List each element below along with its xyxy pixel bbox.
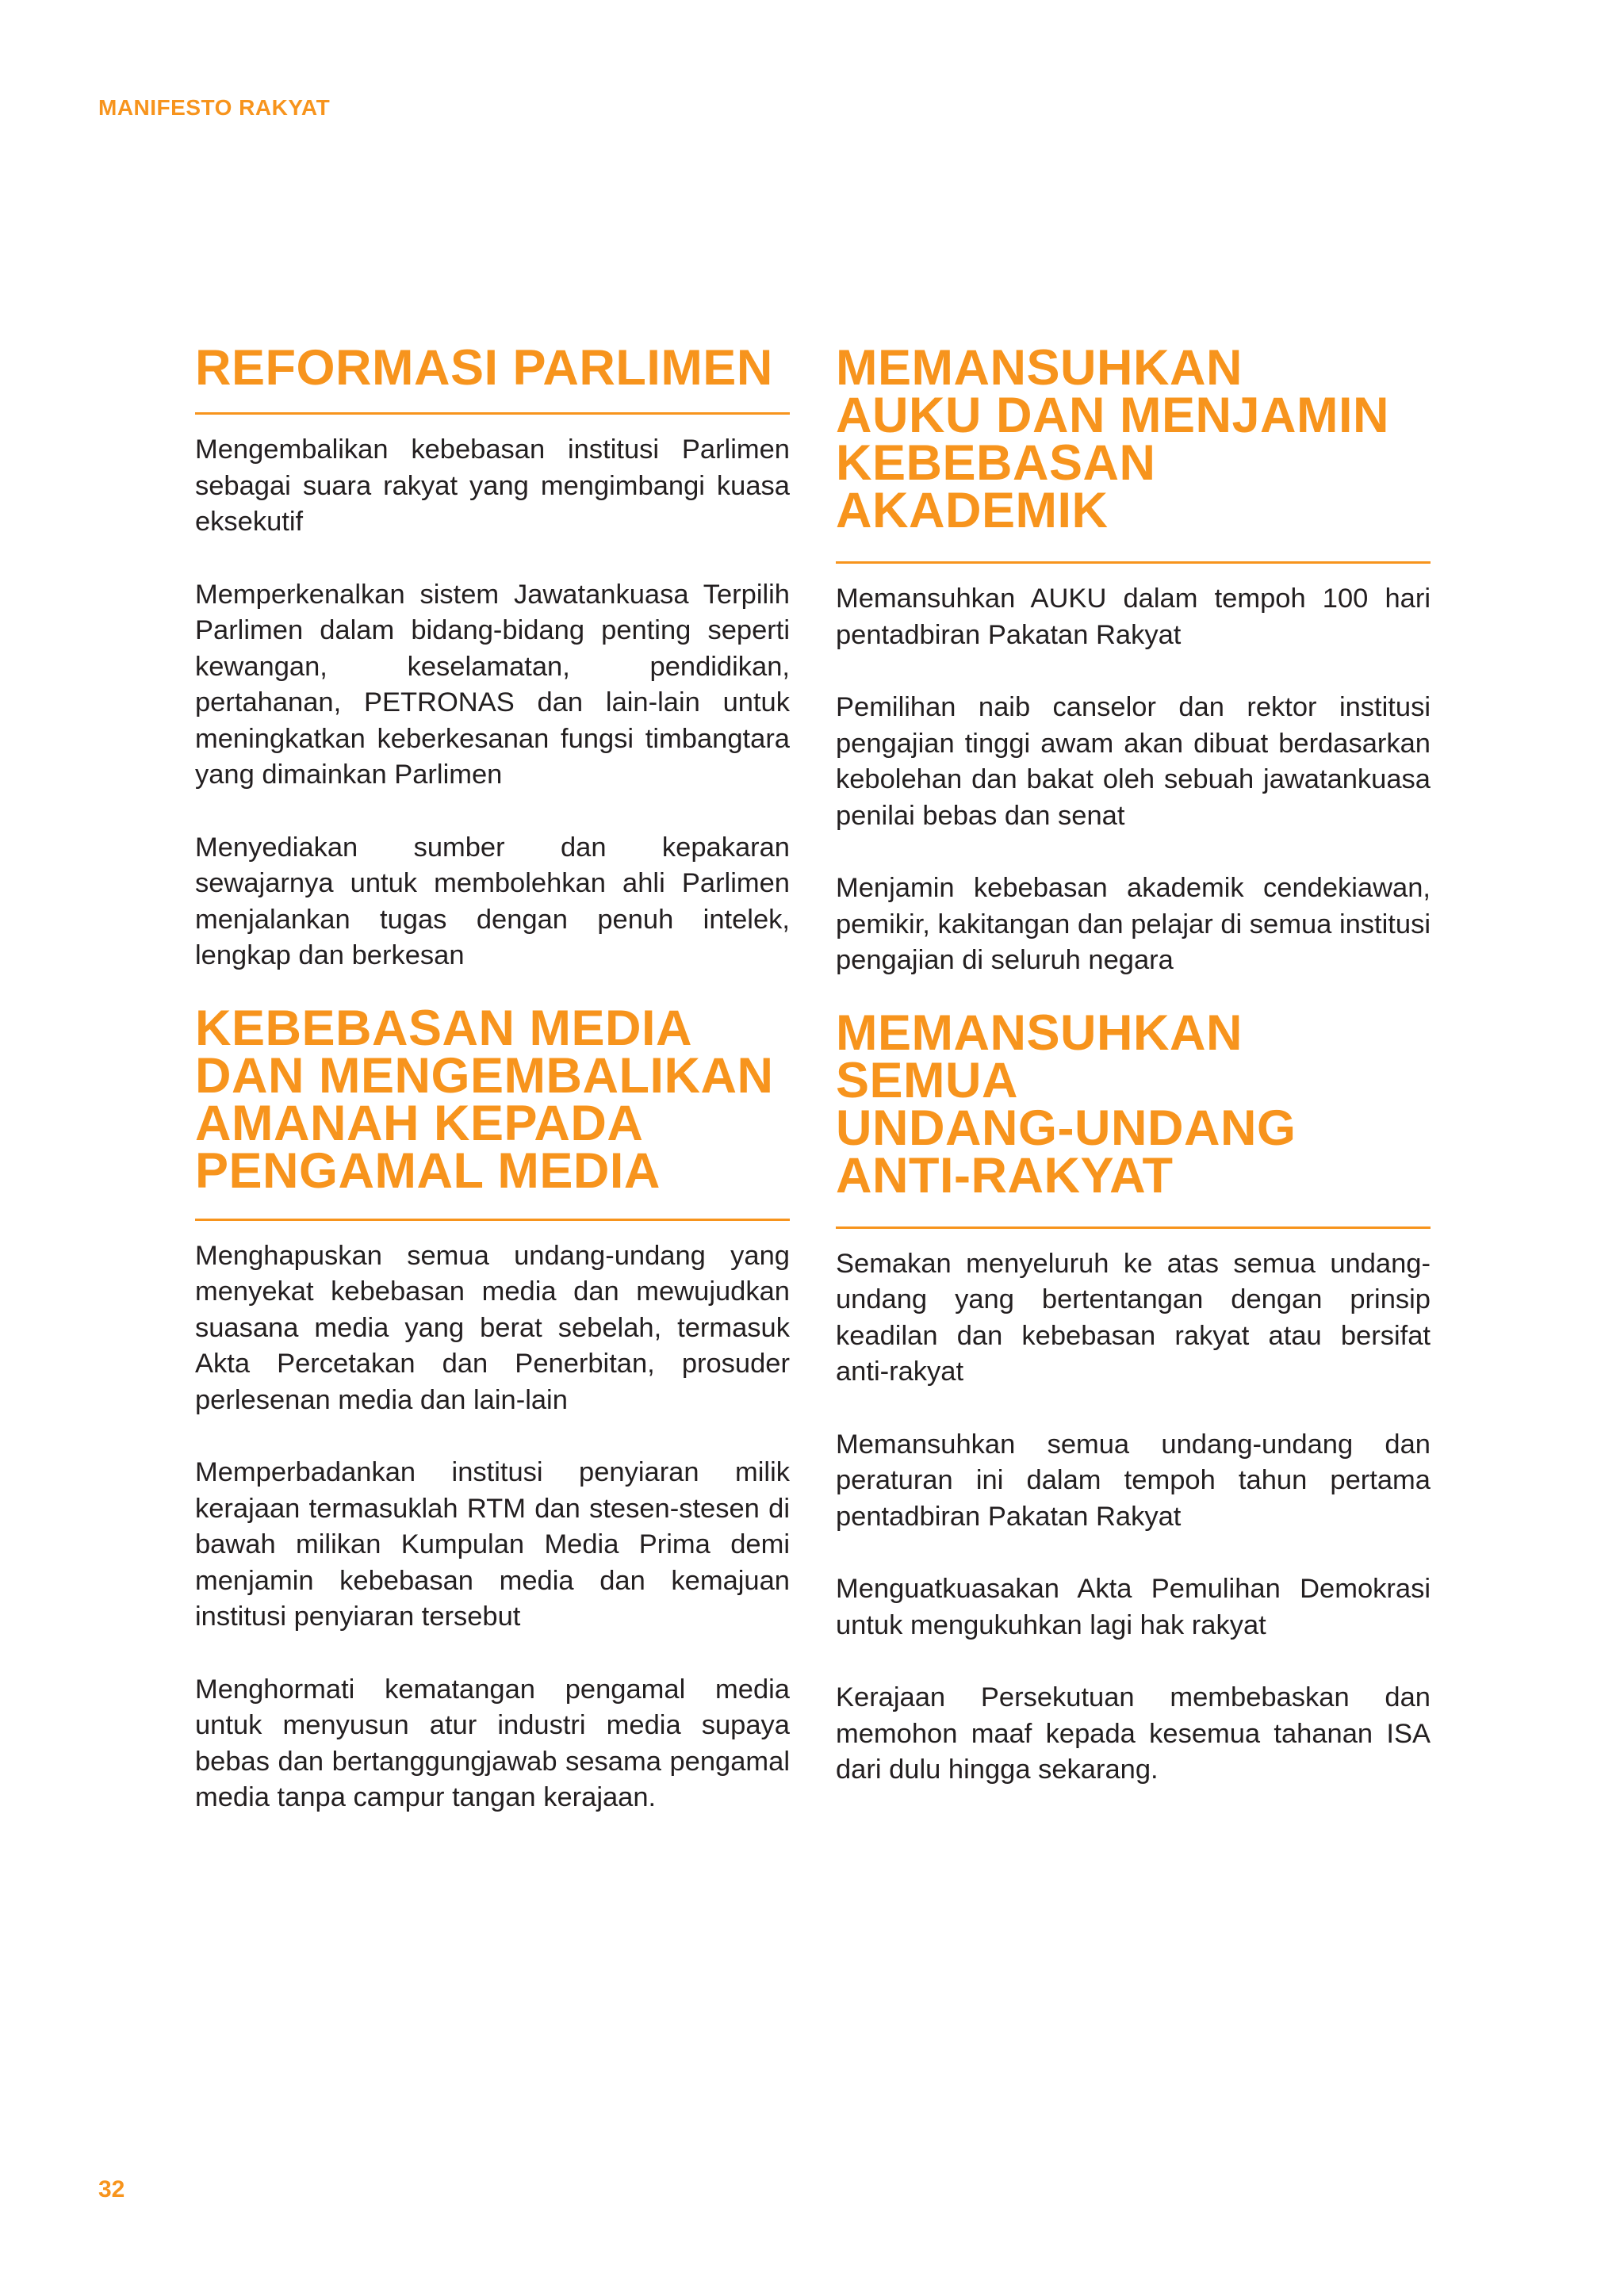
paragraph: Menyediakan sumber dan kepakaran sewajarnya untuk membolehkan ahli Parlimen menjalankan tugas dengan penuh intelek, lengkap dan berkesan	[195, 832, 790, 970]
paragraph: Menghapuskan semua undang-undang yang menyekat kebebasan media dan mewujudkan suasana media yang berat sebelah, termasuk Akta Percetakan dan Penerbitan, prosuder perlesenan media dan lain-lain	[195, 1240, 790, 1415]
section-divider	[836, 561, 1431, 564]
section-divider	[836, 1226, 1431, 1229]
paragraph: Mengembalikan kebebasan institusi Parlimen sebagai suara rakyat yang mengimbangi kuasa eksekutif	[195, 434, 790, 537]
page-number: 32	[98, 2176, 125, 2202]
section-body	[836, 1246, 1431, 1789]
section-divider	[195, 1219, 790, 1221]
section-body	[195, 1238, 790, 1816]
paragraph: Menjamin kebebasan akademik cendekiawan, pemikir, kakitangan dan pelajar di semua institusi pengajian di seluruh negara	[836, 873, 1431, 975]
section-title-kebebasan-media: KEBEBASAN MEDIA DAN MENGEMBALIKAN AMANAH KEPADA PENGAMAL MEDIA	[195, 1000, 774, 1199]
paragraph: Memansuhkan AUKU dalam tempoh 100 hari pentadbiran Pakatan Rakyat	[836, 584, 1431, 650]
paragraph: Menghormati kematangan pengamal media untuk menyusun atur industri media supaya bebas dan bertanggungjawab sesama pengamal media tanpa campur tangan kerajaan.	[195, 1674, 790, 1812]
paragraph: Semakan menyeluruh ke atas semua undang-undang yang bertentangan dengan prinsip keadilan dan kebebasan rakyat atau bersifat anti-rakyat	[836, 1248, 1431, 1387]
paragraph: Pemilihan naib canselor dan rektor institusi pengajian tinggi awam akan dibuat berdasarkan kebolehan dan bakat oleh sebuah jawatankuasa penilai bebas dan senat	[836, 692, 1431, 831]
section-body	[836, 581, 1431, 979]
paragraph: Menguatkuasakan Akta Pemulihan Demokrasi untuk mengukuhkan lagi hak rakyat	[836, 1574, 1431, 1640]
section-title-memansuhkan-auku: MEMANSUHKAN AUKU DAN MENJAMIN KEBEBASAN AKADEMIK	[836, 340, 1389, 538]
section-divider	[195, 412, 790, 415]
section-title-undang-undang-anti-rakyat: MEMANSUHKAN SEMUA UNDANG-UNDANG ANTI-RAKYAT	[836, 1004, 1297, 1203]
paragraph: Memperbadankan institusi penyiaran milik kerajaan termasuklah RTM dan stesen-stesen di bawah milikan Kumpulan Media Prima demi menjamin kebebasan media dan kemajuan institusi penyiaran tersebut	[195, 1457, 790, 1632]
section-title-reformasi-parlimen: REFORMASI PARLIMEN	[195, 340, 773, 396]
paragraph: Memperkenalkan sistem Jawatankuasa Terpilih Parlimen dalam bidang-bidang penting seperti kewangan, keselamatan, pendidikan, pertahanan, PETRONAS dan lain-lain untuk meningkatkan keberkesanan fungsi timbangtara yang dimainkan Parlimen	[195, 579, 790, 790]
left-column	[195, 340, 790, 1816]
running-header: MANIFESTO RAKYAT	[98, 95, 331, 120]
paragraph: Kerajaan Persekutuan membebaskan dan memohon maaf kepada kesemua tahanan ISA dari dulu hingga sekarang.	[836, 1682, 1431, 1785]
paragraph: Memansuhkan semua undang-undang dan peraturan ini dalam tempoh tahun pertama pentadbiran Pakatan Rakyat	[836, 1429, 1431, 1532]
right-column	[836, 340, 1431, 1789]
section-body	[195, 432, 790, 974]
